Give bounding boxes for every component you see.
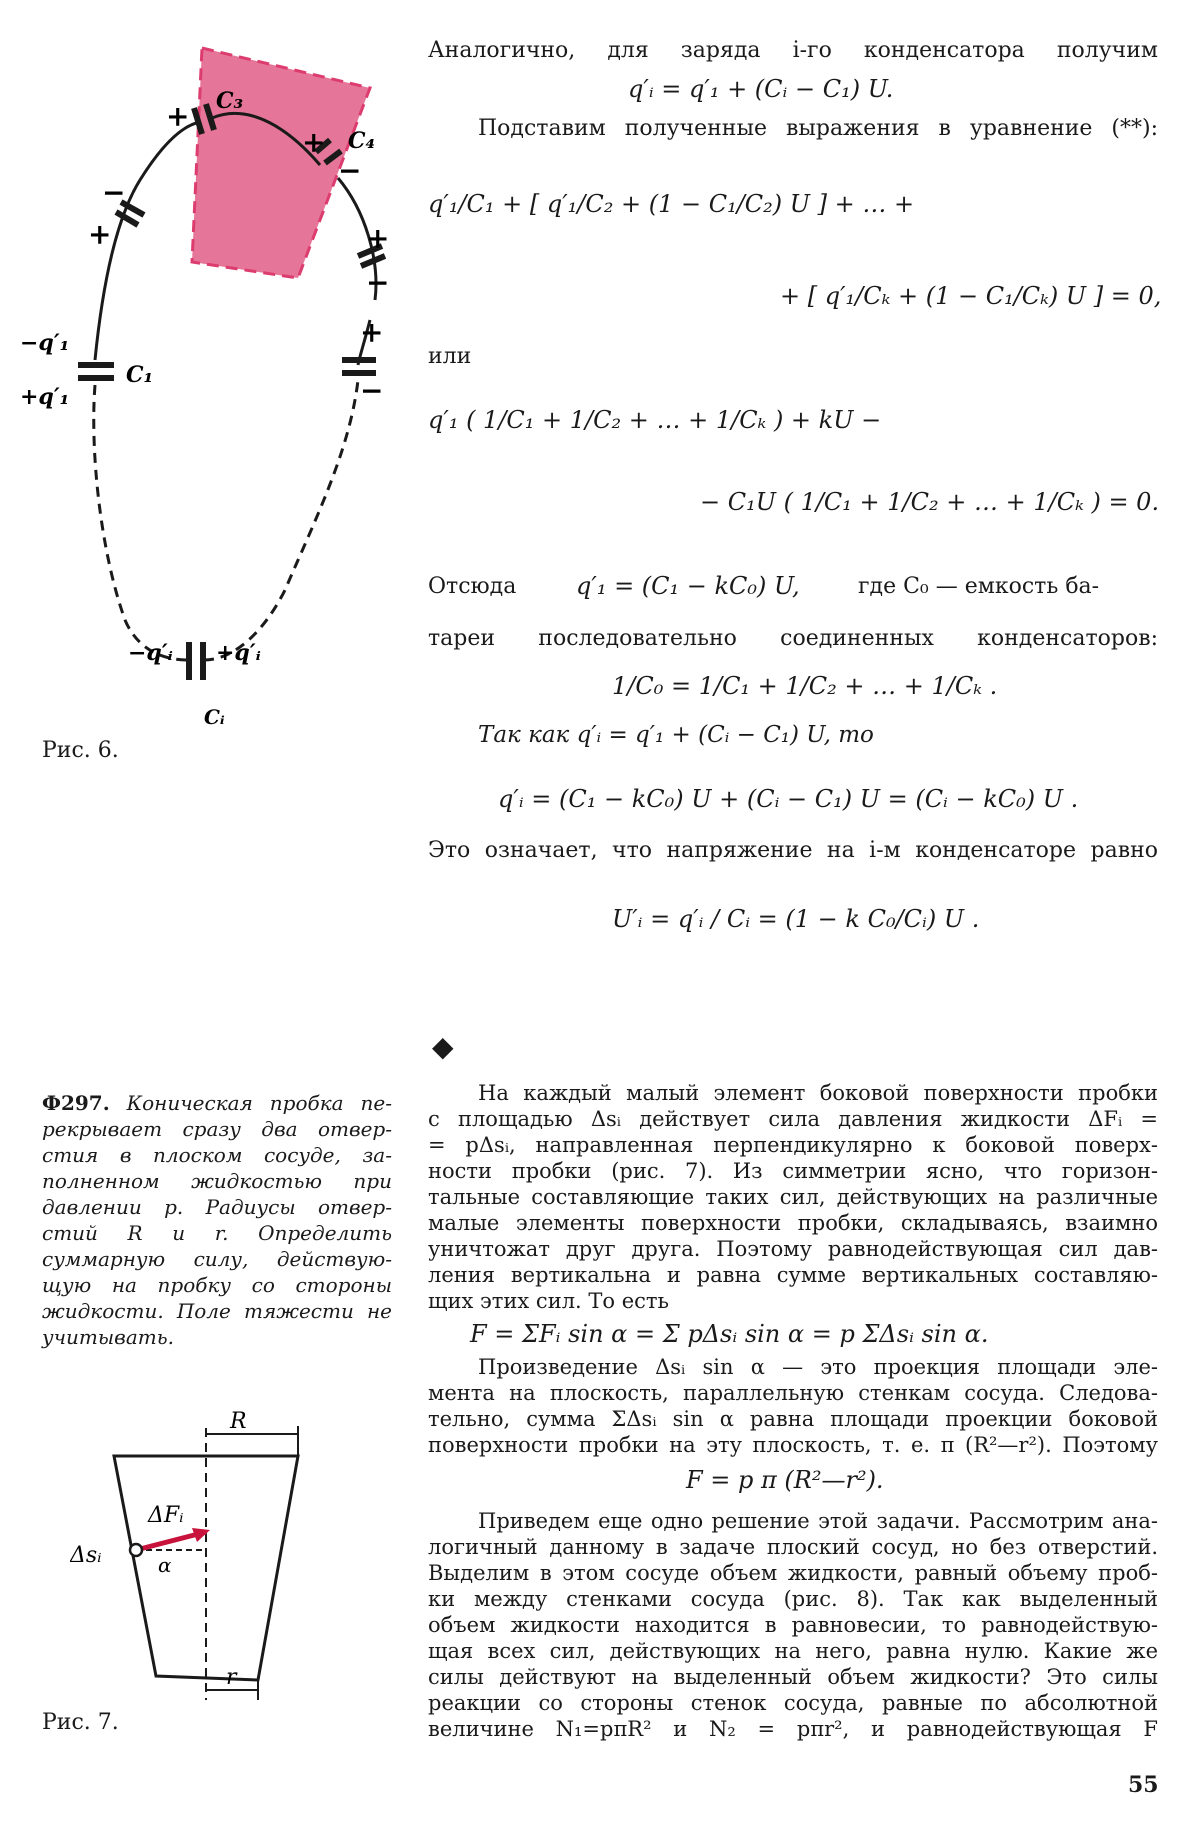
s2-line: щих этих сил. То есть xyxy=(428,1289,669,1313)
dashed-wire xyxy=(94,380,358,660)
s2-line: = pΔsᵢ, направленная перпендикулярно к боковой поверх- xyxy=(428,1133,1158,1157)
s1-hence-rest: где C₀ — емкость ба- xyxy=(858,574,1100,599)
s1-or: или xyxy=(428,344,472,369)
sign-minus-c4: − xyxy=(338,154,362,187)
problem-statement xyxy=(42,1090,392,1350)
s1-eq4: 1/C₀ = 1/C₁ + 1/C₂ + … + 1/Cₖ . xyxy=(612,672,998,700)
s2-line: тальные составляющие таких сил, действующих на различные xyxy=(428,1185,1158,1209)
label-c4: C₄ xyxy=(348,128,376,154)
sign-plus-left: + xyxy=(88,218,112,251)
s1-hence-word: Отсюда xyxy=(428,574,517,599)
s2-eqF: F = ΣFᵢ sin α = Σ pΔsᵢ sin α = p ΣΔsᵢ sin α. xyxy=(470,1320,989,1348)
problem-line: рекрывает сразу два отвер- xyxy=(42,1117,392,1141)
label-ci: Cᵢ xyxy=(204,705,225,729)
element-point xyxy=(130,1544,142,1556)
s2-line: мента на плоскость, параллельную стенкам сосуда. Следова- xyxy=(428,1381,1158,1405)
s1-eq3a: q′₁ ( 1/C₁ + 1/C₂ + … + 1/Cₖ ) + kU − xyxy=(428,406,882,434)
sign-plus-right-lower: + xyxy=(360,316,384,349)
sign-minus-left: − xyxy=(102,176,126,209)
label-c3: C₃ xyxy=(216,88,244,114)
s2-line: щая всех сил, действующих на него, равна нулю. Какие же xyxy=(428,1639,1158,1663)
s2-line: На каждый малый элемент боковой поверхности пробки xyxy=(478,1081,1158,1105)
sign-plus-c4: + xyxy=(302,126,326,159)
problem-line: стий R и r. Определить xyxy=(42,1221,392,1245)
capacitor-circuit-diagram xyxy=(20,30,400,730)
label-c1: C₁ xyxy=(126,362,154,388)
s1-eq2b: + [ q′₁/Cₖ + (1 − C₁/Cₖ) U ] = 0, xyxy=(780,282,1162,310)
problem-line: Коническая пробка пе- xyxy=(126,1091,393,1115)
section-diamond: ◆ xyxy=(432,1030,454,1063)
s1-eq2a: q′₁/C₁ + [ q′₁/C₂ + (1 − C₁/C₂) U ] + … + xyxy=(428,190,915,218)
capacitor-c1 xyxy=(78,365,114,378)
s2-line: Приведем еще одно решение этой задачи. Рассмотрим ана- xyxy=(478,1509,1158,1533)
sign-minus-right-lower: − xyxy=(360,374,384,407)
label-alpha: α xyxy=(158,1553,172,1577)
fig6-caption: Рис. 6. xyxy=(42,738,119,763)
s1-eq1: q′ᵢ = q′₁ + (Cᵢ − C₁) U. xyxy=(628,75,894,103)
s2-line: Произведение Δsᵢ sin α — это проекция площади эле- xyxy=(478,1355,1158,1379)
label-r: r xyxy=(226,1665,237,1690)
s1-line-battery: тареи последовательно соединенных конденсаторов: xyxy=(428,626,1158,651)
s1-line2: Подставим полученные выражения в уравнение (**): xyxy=(478,116,1158,141)
s1-eq5: q′ᵢ = (C₁ − kC₀) U + (Cᵢ − C₁) U = (Cᵢ − kC₀) U . xyxy=(498,785,1079,813)
sign-minus-right: − xyxy=(366,266,390,299)
label-R: R xyxy=(230,1409,247,1434)
label-plus-qi: +q′ᵢ xyxy=(216,640,261,666)
s2-line: поверхности пробки на эту плоскость, т. е. π (R²—r²). Поэтому xyxy=(428,1433,1158,1457)
s2-line: ления вертикальна и равна сумме вертикальных составляю- xyxy=(428,1263,1158,1287)
label-minus-qi: −q′ᵢ xyxy=(128,640,173,666)
page-number: 55 xyxy=(1128,1772,1159,1798)
s2-eqF2: F = p π (R²—r²). xyxy=(686,1466,884,1494)
label-minus-q1: −q′₁ xyxy=(20,330,70,356)
figure-6 xyxy=(20,30,400,730)
s2-line: малые элементы поверхности пробки, складываясь, взаимно xyxy=(428,1211,1158,1235)
s2-line: Выделим в этом сосуде объем жидкости, равный объему проб- xyxy=(428,1561,1158,1585)
s2-line: с площадью Δsᵢ действует сила давления жидкости ΔFᵢ = xyxy=(428,1107,1158,1131)
s1-eq6: U′ᵢ = q′ᵢ / Cᵢ = (1 − k C₀/Cᵢ) U . xyxy=(612,905,980,933)
problem-line: суммарную силу, действую- xyxy=(42,1247,392,1271)
sign-plus-right: + xyxy=(366,222,390,255)
conical-plug-diagram xyxy=(70,1400,330,1700)
s1-line1: Аналогично, для заряда i-го конденсатора получим xyxy=(428,38,1158,63)
capacitor-right-lower xyxy=(342,360,376,373)
capacitor-ci xyxy=(189,642,203,680)
problem-number: Ф297. xyxy=(42,1091,110,1115)
s2-line: величине N₁=pπR² и N₂ = pπr², и равнодействующая F xyxy=(428,1717,1158,1741)
s2-line: реакции со стороны стенок сосуда, равные по абсолютной xyxy=(428,1691,1158,1715)
label-plus-q1: +q′₁ xyxy=(20,384,70,410)
s2-line: объем жидкости находится в равновесии, то равнодействую- xyxy=(428,1613,1158,1637)
s2-line: уничтожат друг друга. Поэтому равнодействующая сил дав- xyxy=(428,1237,1158,1261)
s2-para3 xyxy=(428,1508,1158,1742)
s2-para1 xyxy=(428,1080,1158,1314)
problem-line: щую на пробку со стороны xyxy=(42,1273,392,1297)
problem-line: давлении p. Радиусы отвер- xyxy=(42,1195,392,1219)
s2-line: силы действуют на выделенный объем жидкости? Это силы xyxy=(428,1665,1158,1689)
arrowhead xyxy=(192,1528,210,1542)
label-ds: Δsᵢ xyxy=(70,1543,102,1568)
fig7-caption: Рис. 7. xyxy=(42,1710,119,1735)
s2-para2 xyxy=(428,1354,1158,1458)
s2-line: ности пробки (рис. 7). Из симметрии ясно, что горизон- xyxy=(428,1159,1158,1183)
problem-line: жидкости. Поле тяжести не xyxy=(42,1299,392,1323)
s1-hence-eq: q′₁ = (C₁ − kC₀) U, xyxy=(576,572,800,600)
figure-7 xyxy=(70,1400,330,1700)
problem-line: стия в плоском сосуде, за- xyxy=(42,1143,392,1167)
s1-since: Так как q′ᵢ = q′₁ + (Cᵢ − C₁) U, то xyxy=(478,722,874,748)
s1-means: Это означает, что напряжение на i-м конденсаторе равно xyxy=(428,838,1158,863)
sign-plus-c3: + xyxy=(166,100,190,133)
label-dF: ΔFᵢ xyxy=(148,1503,184,1528)
s2-line: логичный данному в задаче плоский сосуд, но без отверстий. xyxy=(428,1535,1158,1559)
s2-line: тельно, сумма ΣΔsᵢ sin α равна площади проекции боковой xyxy=(428,1407,1158,1431)
problem-line: учитывать. xyxy=(42,1325,174,1349)
s2-line: ки между стенками сосуда (рис. 8). Так как выделенный xyxy=(428,1587,1158,1611)
s1-eq3b: − C₁U ( 1/C₁ + 1/C₂ + … + 1/Cₖ ) = 0. xyxy=(700,488,1160,516)
problem-line: полненном жидкостью при xyxy=(42,1169,392,1193)
